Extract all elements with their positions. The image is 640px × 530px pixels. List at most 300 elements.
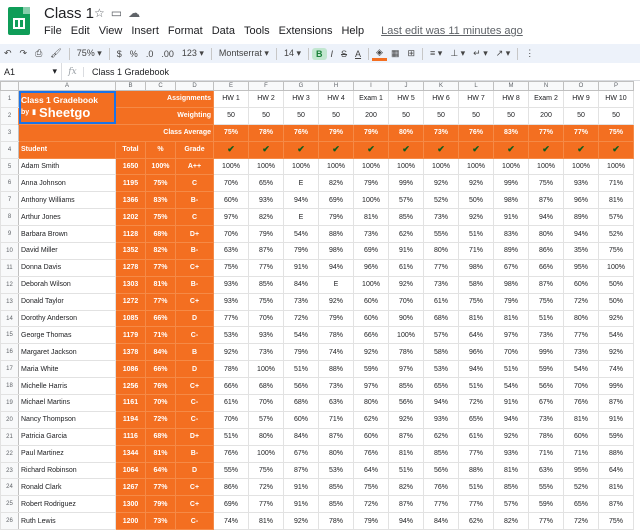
column-header-j[interactable]: J: [389, 82, 424, 91]
checkbox-cell[interactable]: [354, 141, 389, 158]
score-cell[interactable]: 78%: [389, 344, 424, 361]
italic-button[interactable]: I: [330, 48, 334, 59]
score-cell[interactable]: 58%: [459, 276, 494, 293]
assignment-name[interactable]: HW 3: [284, 91, 319, 108]
score-cell[interactable]: 50%: [459, 192, 494, 209]
score-cell[interactable]: 64%: [459, 327, 494, 344]
score-cell[interactable]: 63%: [319, 395, 354, 412]
student-name[interactable]: Margaret Jackson: [19, 344, 116, 361]
column-header-g[interactable]: G: [284, 82, 319, 91]
score-cell[interactable]: 91%: [599, 411, 634, 428]
score-cell[interactable]: 100%: [354, 158, 389, 175]
menu-extensions[interactable]: Extensions: [278, 25, 333, 37]
student-total[interactable]: 1378: [116, 344, 146, 361]
score-cell[interactable]: 67%: [284, 445, 319, 462]
decrease-decimal-button[interactable]: .0: [145, 48, 154, 59]
percent-format-button[interactable]: %: [129, 48, 138, 59]
score-cell[interactable]: 72%: [564, 513, 599, 530]
score-cell[interactable]: 60%: [564, 276, 599, 293]
student-name[interactable]: Patricia Garcia: [19, 428, 116, 445]
score-cell[interactable]: 92%: [354, 344, 389, 361]
score-cell[interactable]: 94%: [389, 513, 424, 530]
score-cell[interactable]: 100%: [389, 327, 424, 344]
score-cell[interactable]: E: [284, 209, 319, 226]
score-cell[interactable]: 79%: [284, 243, 319, 260]
student-percent[interactable]: 79%: [146, 496, 176, 513]
score-cell[interactable]: 72%: [354, 496, 389, 513]
score-cell[interactable]: 35%: [564, 243, 599, 260]
score-cell[interactable]: 87%: [319, 428, 354, 445]
score-cell[interactable]: 97%: [494, 327, 529, 344]
score-cell[interactable]: 66%: [529, 259, 564, 276]
student-name[interactable]: Paul Martinez: [19, 445, 116, 462]
column-header-o[interactable]: O: [564, 82, 599, 91]
score-cell[interactable]: 99%: [494, 175, 529, 192]
student-name[interactable]: Anthony Williams: [19, 192, 116, 209]
student-percent[interactable]: 77%: [146, 259, 176, 276]
score-cell[interactable]: 92%: [389, 276, 424, 293]
score-cell[interactable]: 74%: [319, 344, 354, 361]
score-cell[interactable]: 60%: [354, 293, 389, 310]
checkbox-cell[interactable]: [424, 141, 459, 158]
score-cell[interactable]: 77%: [424, 496, 459, 513]
checkbox-cell[interactable]: [389, 141, 424, 158]
row-header[interactable]: 5: [1, 158, 19, 175]
menu-data[interactable]: Data: [211, 25, 235, 37]
row-header[interactable]: 4: [1, 141, 19, 158]
student-name[interactable]: Barbara Brown: [19, 226, 116, 243]
score-cell[interactable]: 50%: [599, 293, 634, 310]
student-grade[interactable]: D: [176, 310, 214, 327]
score-cell[interactable]: 57%: [389, 192, 424, 209]
score-cell[interactable]: 51%: [529, 310, 564, 327]
menu-view[interactable]: View: [98, 25, 123, 37]
score-cell[interactable]: 81%: [459, 310, 494, 327]
student-percent[interactable]: 75%: [146, 209, 176, 226]
score-cell[interactable]: 77%: [424, 259, 459, 276]
horizontal-align-icon[interactable]: ≡ ▾: [430, 48, 443, 58]
score-cell[interactable]: 59%: [599, 428, 634, 445]
score-cell[interactable]: 68%: [424, 310, 459, 327]
score-cell[interactable]: 100%: [424, 158, 459, 175]
row-header[interactable]: 14: [1, 310, 19, 327]
student-total[interactable]: 1366: [116, 192, 146, 209]
score-cell[interactable]: 100%: [389, 158, 424, 175]
score-cell[interactable]: 70%: [214, 411, 249, 428]
score-cell[interactable]: 100%: [249, 158, 284, 175]
score-cell[interactable]: 71%: [319, 411, 354, 428]
score-cell[interactable]: 63%: [214, 243, 249, 260]
strikethrough-button[interactable]: S: [341, 48, 348, 59]
weighting-value[interactable]: 50: [319, 107, 354, 124]
score-cell[interactable]: 100%: [599, 259, 634, 276]
score-cell[interactable]: 74%: [599, 361, 634, 378]
score-cell[interactable]: 50%: [599, 276, 634, 293]
score-cell[interactable]: 80%: [424, 243, 459, 260]
row-header[interactable]: 2: [1, 107, 19, 124]
score-cell[interactable]: 70%: [249, 310, 284, 327]
score-cell[interactable]: 97%: [389, 361, 424, 378]
redo-icon[interactable]: ↷: [19, 48, 28, 58]
weighting-value[interactable]: 50: [424, 107, 459, 124]
score-cell[interactable]: 71%: [564, 445, 599, 462]
score-cell[interactable]: 79%: [354, 513, 389, 530]
name-box[interactable]: [0, 63, 62, 80]
score-cell[interactable]: 57%: [249, 411, 284, 428]
score-cell[interactable]: 75%: [599, 243, 634, 260]
score-cell[interactable]: 87%: [599, 395, 634, 412]
student-total[interactable]: 1303: [116, 276, 146, 293]
assignment-name[interactable]: Exam 1: [354, 91, 389, 108]
checkbox-cell[interactable]: [529, 141, 564, 158]
score-cell[interactable]: 94%: [459, 361, 494, 378]
score-cell[interactable]: 85%: [319, 496, 354, 513]
student-percent[interactable]: 81%: [146, 445, 176, 462]
score-cell[interactable]: 81%: [249, 513, 284, 530]
checkbox-cell[interactable]: [459, 141, 494, 158]
score-cell[interactable]: 95%: [564, 259, 599, 276]
row-header[interactable]: 10: [1, 243, 19, 260]
score-cell[interactable]: 87%: [599, 496, 634, 513]
score-cell[interactable]: 82%: [494, 513, 529, 530]
row-header[interactable]: 13: [1, 293, 19, 310]
text-color-button[interactable]: A: [355, 48, 362, 59]
student-name[interactable]: Michelle Harris: [19, 378, 116, 395]
column-header-h[interactable]: H: [319, 82, 354, 91]
score-cell[interactable]: 87%: [389, 496, 424, 513]
assignment-name[interactable]: HW 9: [564, 91, 599, 108]
menu-file[interactable]: File: [44, 25, 62, 37]
score-cell[interactable]: 69%: [354, 243, 389, 260]
score-cell[interactable]: 87%: [529, 192, 564, 209]
student-total[interactable]: 1195: [116, 175, 146, 192]
student-total[interactable]: 1128: [116, 226, 146, 243]
menu-help[interactable]: Help: [341, 25, 365, 37]
text-wrap-icon[interactable]: ↵ ▾: [473, 48, 488, 58]
checkbox-cell[interactable]: [599, 141, 634, 158]
score-cell[interactable]: 95%: [564, 462, 599, 479]
score-cell[interactable]: 79%: [494, 293, 529, 310]
student-grade[interactable]: B-: [176, 276, 214, 293]
row-header[interactable]: 7: [1, 192, 19, 209]
score-cell[interactable]: 98%: [459, 259, 494, 276]
score-cell[interactable]: 97%: [214, 209, 249, 226]
score-cell[interactable]: 98%: [319, 243, 354, 260]
score-cell[interactable]: 94%: [529, 209, 564, 226]
score-cell[interactable]: 72%: [249, 479, 284, 496]
score-cell[interactable]: 83%: [494, 226, 529, 243]
student-name[interactable]: Donald Taylor: [19, 293, 116, 310]
score-cell[interactable]: 92%: [494, 428, 529, 445]
score-cell[interactable]: 79%: [354, 175, 389, 192]
score-cell[interactable]: 92%: [459, 209, 494, 226]
student-total[interactable]: 1272: [116, 293, 146, 310]
menu-insert[interactable]: Insert: [131, 25, 159, 37]
score-cell[interactable]: 87%: [389, 428, 424, 445]
score-cell[interactable]: 85%: [424, 445, 459, 462]
score-cell[interactable]: 88%: [319, 361, 354, 378]
menu-format[interactable]: Format: [167, 25, 203, 37]
score-cell[interactable]: 71%: [459, 243, 494, 260]
student-percent[interactable]: 83%: [146, 192, 176, 209]
score-cell[interactable]: 72%: [459, 395, 494, 412]
assignment-name[interactable]: Exam 2: [529, 91, 564, 108]
column-header-e[interactable]: E: [214, 82, 249, 91]
score-cell[interactable]: 59%: [529, 361, 564, 378]
score-cell[interactable]: 70%: [494, 344, 529, 361]
score-cell[interactable]: 56%: [529, 378, 564, 395]
assignment-name[interactable]: HW 7: [459, 91, 494, 108]
score-cell[interactable]: 90%: [389, 310, 424, 327]
score-cell[interactable]: 84%: [284, 428, 319, 445]
student-grade[interactable]: B-: [176, 192, 214, 209]
student-total[interactable]: 1344: [116, 445, 146, 462]
student-percent[interactable]: 68%: [146, 226, 176, 243]
font-size-select[interactable]: 14 ▾: [283, 48, 301, 58]
score-cell[interactable]: 70%: [249, 395, 284, 412]
score-cell[interactable]: 60%: [354, 428, 389, 445]
score-cell[interactable]: 92%: [599, 310, 634, 327]
score-cell[interactable]: 76%: [564, 395, 599, 412]
select-all-corner[interactable]: [1, 82, 19, 91]
score-cell[interactable]: 53%: [424, 361, 459, 378]
score-cell[interactable]: 77%: [529, 513, 564, 530]
score-cell[interactable]: 87%: [249, 243, 284, 260]
score-cell[interactable]: 80%: [319, 445, 354, 462]
score-cell[interactable]: 100%: [354, 276, 389, 293]
score-cell[interactable]: 75%: [249, 293, 284, 310]
student-total[interactable]: 1116: [116, 428, 146, 445]
score-cell[interactable]: 64%: [599, 462, 634, 479]
score-cell[interactable]: 70%: [389, 293, 424, 310]
student-name[interactable]: Deborah Wilson: [19, 276, 116, 293]
score-cell[interactable]: 75%: [529, 175, 564, 192]
score-cell[interactable]: 99%: [529, 344, 564, 361]
score-cell[interactable]: 75%: [459, 293, 494, 310]
score-cell[interactable]: 93%: [214, 293, 249, 310]
score-cell[interactable]: 78%: [319, 513, 354, 530]
student-percent[interactable]: 66%: [146, 310, 176, 327]
document-title[interactable]: Class 1: [44, 5, 95, 22]
score-cell[interactable]: 57%: [599, 209, 634, 226]
score-cell[interactable]: 72%: [284, 310, 319, 327]
score-cell[interactable]: 92%: [214, 344, 249, 361]
score-cell[interactable]: 99%: [389, 175, 424, 192]
checkbox-cell[interactable]: [284, 141, 319, 158]
student-grade[interactable]: C: [176, 175, 214, 192]
score-cell[interactable]: 96%: [459, 344, 494, 361]
student-name[interactable]: Anna Johnson: [19, 175, 116, 192]
row-header[interactable]: 20: [1, 411, 19, 428]
score-cell[interactable]: 61%: [459, 428, 494, 445]
assignment-name[interactable]: HW 4: [319, 91, 354, 108]
column-header-l[interactable]: L: [459, 82, 494, 91]
score-cell[interactable]: 88%: [319, 226, 354, 243]
student-total[interactable]: 1267: [116, 479, 146, 496]
row-header[interactable]: 17: [1, 361, 19, 378]
row-header[interactable]: 9: [1, 226, 19, 243]
score-cell[interactable]: 99%: [599, 378, 634, 395]
score-cell[interactable]: 78%: [214, 361, 249, 378]
student-name[interactable]: George Thomas: [19, 327, 116, 344]
score-cell[interactable]: 91%: [494, 395, 529, 412]
student-total[interactable]: 1085: [116, 310, 146, 327]
weighting-value[interactable]: 50: [459, 107, 494, 124]
score-cell[interactable]: 93%: [249, 327, 284, 344]
score-cell[interactable]: 89%: [494, 243, 529, 260]
assignment-name[interactable]: HW 10: [599, 91, 634, 108]
score-cell[interactable]: 72%: [564, 293, 599, 310]
student-name[interactable]: Donna Davis: [19, 259, 116, 276]
student-grade[interactable]: C+: [176, 293, 214, 310]
score-cell[interactable]: 91%: [284, 496, 319, 513]
assignment-name[interactable]: HW 5: [389, 91, 424, 108]
score-cell[interactable]: 93%: [249, 192, 284, 209]
score-cell[interactable]: 58%: [424, 344, 459, 361]
score-cell[interactable]: 75%: [354, 479, 389, 496]
student-grade[interactable]: C+: [176, 259, 214, 276]
score-cell[interactable]: 76%: [424, 479, 459, 496]
score-cell[interactable]: 91%: [494, 209, 529, 226]
student-grade[interactable]: D: [176, 361, 214, 378]
score-cell[interactable]: 61%: [214, 395, 249, 412]
student-total[interactable]: 1200: [116, 513, 146, 530]
score-cell[interactable]: 81%: [599, 192, 634, 209]
score-cell[interactable]: 79%: [319, 209, 354, 226]
score-cell[interactable]: 61%: [389, 259, 424, 276]
score-cell[interactable]: 78%: [529, 428, 564, 445]
weighting-value[interactable]: 50: [599, 107, 634, 124]
student-grade[interactable]: C-: [176, 513, 214, 530]
more-icon[interactable]: ⋮: [525, 48, 535, 58]
score-cell[interactable]: 91%: [284, 479, 319, 496]
score-cell[interactable]: 100%: [249, 361, 284, 378]
weighting-value[interactable]: 200: [354, 107, 389, 124]
score-cell[interactable]: 73%: [529, 327, 564, 344]
column-header-m[interactable]: M: [494, 82, 529, 91]
score-cell[interactable]: 98%: [494, 192, 529, 209]
student-percent[interactable]: 82%: [146, 243, 176, 260]
score-cell[interactable]: 65%: [249, 175, 284, 192]
row-header[interactable]: 16: [1, 344, 19, 361]
column-header-c[interactable]: C: [146, 82, 176, 91]
student-total[interactable]: 1352: [116, 243, 146, 260]
score-cell[interactable]: 66%: [214, 378, 249, 395]
score-cell[interactable]: 51%: [284, 361, 319, 378]
student-total[interactable]: 1179: [116, 327, 146, 344]
score-cell[interactable]: 92%: [424, 175, 459, 192]
score-cell[interactable]: 57%: [424, 327, 459, 344]
weighting-value[interactable]: 50: [249, 107, 284, 124]
currency-format-button[interactable]: $: [116, 48, 122, 59]
student-total[interactable]: 1064: [116, 462, 146, 479]
score-cell[interactable]: 64%: [354, 462, 389, 479]
row-header[interactable]: 11: [1, 259, 19, 276]
student-grade[interactable]: A++: [176, 158, 214, 175]
bold-button[interactable]: B: [312, 48, 327, 60]
score-cell[interactable]: 94%: [284, 192, 319, 209]
score-cell[interactable]: 61%: [424, 293, 459, 310]
assignment-name[interactable]: HW 1: [214, 91, 249, 108]
student-percent[interactable]: 70%: [146, 395, 176, 412]
score-cell[interactable]: 80%: [564, 310, 599, 327]
score-cell[interactable]: 96%: [564, 192, 599, 209]
score-cell[interactable]: 100%: [214, 158, 249, 175]
score-cell[interactable]: 69%: [319, 192, 354, 209]
checkbox-cell[interactable]: [249, 141, 284, 158]
row-header[interactable]: 3: [1, 124, 19, 141]
score-cell[interactable]: 80%: [354, 395, 389, 412]
score-cell[interactable]: 77%: [564, 327, 599, 344]
score-cell[interactable]: 98%: [494, 276, 529, 293]
score-cell[interactable]: 75%: [599, 513, 634, 530]
score-cell[interactable]: 100%: [319, 158, 354, 175]
student-grade[interactable]: C: [176, 209, 214, 226]
move-folder-icon[interactable]: ▭: [110, 6, 129, 20]
score-cell[interactable]: 80%: [529, 226, 564, 243]
row-header[interactable]: 24: [1, 479, 19, 496]
row-header[interactable]: 6: [1, 175, 19, 192]
score-cell[interactable]: 100%: [599, 158, 634, 175]
undo-icon[interactable]: ↶: [4, 48, 12, 58]
sheets-logo-icon[interactable]: [8, 7, 30, 35]
score-cell[interactable]: 87%: [284, 462, 319, 479]
score-cell[interactable]: 77%: [459, 496, 494, 513]
score-cell[interactable]: 67%: [529, 395, 564, 412]
score-cell[interactable]: 88%: [459, 462, 494, 479]
score-cell[interactable]: 87%: [529, 276, 564, 293]
formula-input[interactable]: Class 1 Gradebook: [92, 66, 170, 77]
score-cell[interactable]: 52%: [599, 226, 634, 243]
score-cell[interactable]: 63%: [529, 462, 564, 479]
score-cell[interactable]: 59%: [529, 496, 564, 513]
student-total[interactable]: 1650: [116, 158, 146, 175]
score-cell[interactable]: 78%: [319, 327, 354, 344]
score-cell[interactable]: 51%: [389, 462, 424, 479]
score-cell[interactable]: 73%: [564, 344, 599, 361]
student-percent[interactable]: 68%: [146, 428, 176, 445]
brand-cell[interactable]: [19, 91, 116, 125]
student-name[interactable]: Dorothy Anderson: [19, 310, 116, 327]
student-grade[interactable]: C-: [176, 327, 214, 344]
row-header[interactable]: 1: [1, 91, 19, 108]
score-cell[interactable]: 86%: [529, 243, 564, 260]
print-icon[interactable]: ⎙: [35, 48, 43, 58]
score-cell[interactable]: 84%: [284, 276, 319, 293]
score-cell[interactable]: 54%: [599, 327, 634, 344]
score-cell[interactable]: 54%: [494, 378, 529, 395]
score-cell[interactable]: 81%: [599, 479, 634, 496]
checkbox-cell[interactable]: [214, 141, 249, 158]
score-cell[interactable]: 84%: [424, 513, 459, 530]
score-cell[interactable]: 94%: [319, 259, 354, 276]
score-cell[interactable]: 62%: [459, 513, 494, 530]
weighting-value[interactable]: 50: [284, 107, 319, 124]
student-name[interactable]: Richard Robinson: [19, 462, 116, 479]
score-cell[interactable]: 55%: [424, 226, 459, 243]
weighting-value[interactable]: 50: [494, 107, 529, 124]
score-cell[interactable]: 92%: [389, 411, 424, 428]
student-grade[interactable]: D: [176, 462, 214, 479]
weighting-value[interactable]: 50: [214, 107, 249, 124]
score-cell[interactable]: 97%: [354, 378, 389, 395]
score-cell[interactable]: 53%: [319, 462, 354, 479]
column-header-f[interactable]: F: [249, 82, 284, 91]
student-name[interactable]: Robert Rodriguez: [19, 496, 116, 513]
student-percent[interactable]: 73%: [146, 513, 176, 530]
score-cell[interactable]: 85%: [389, 209, 424, 226]
checkbox-cell[interactable]: [564, 141, 599, 158]
